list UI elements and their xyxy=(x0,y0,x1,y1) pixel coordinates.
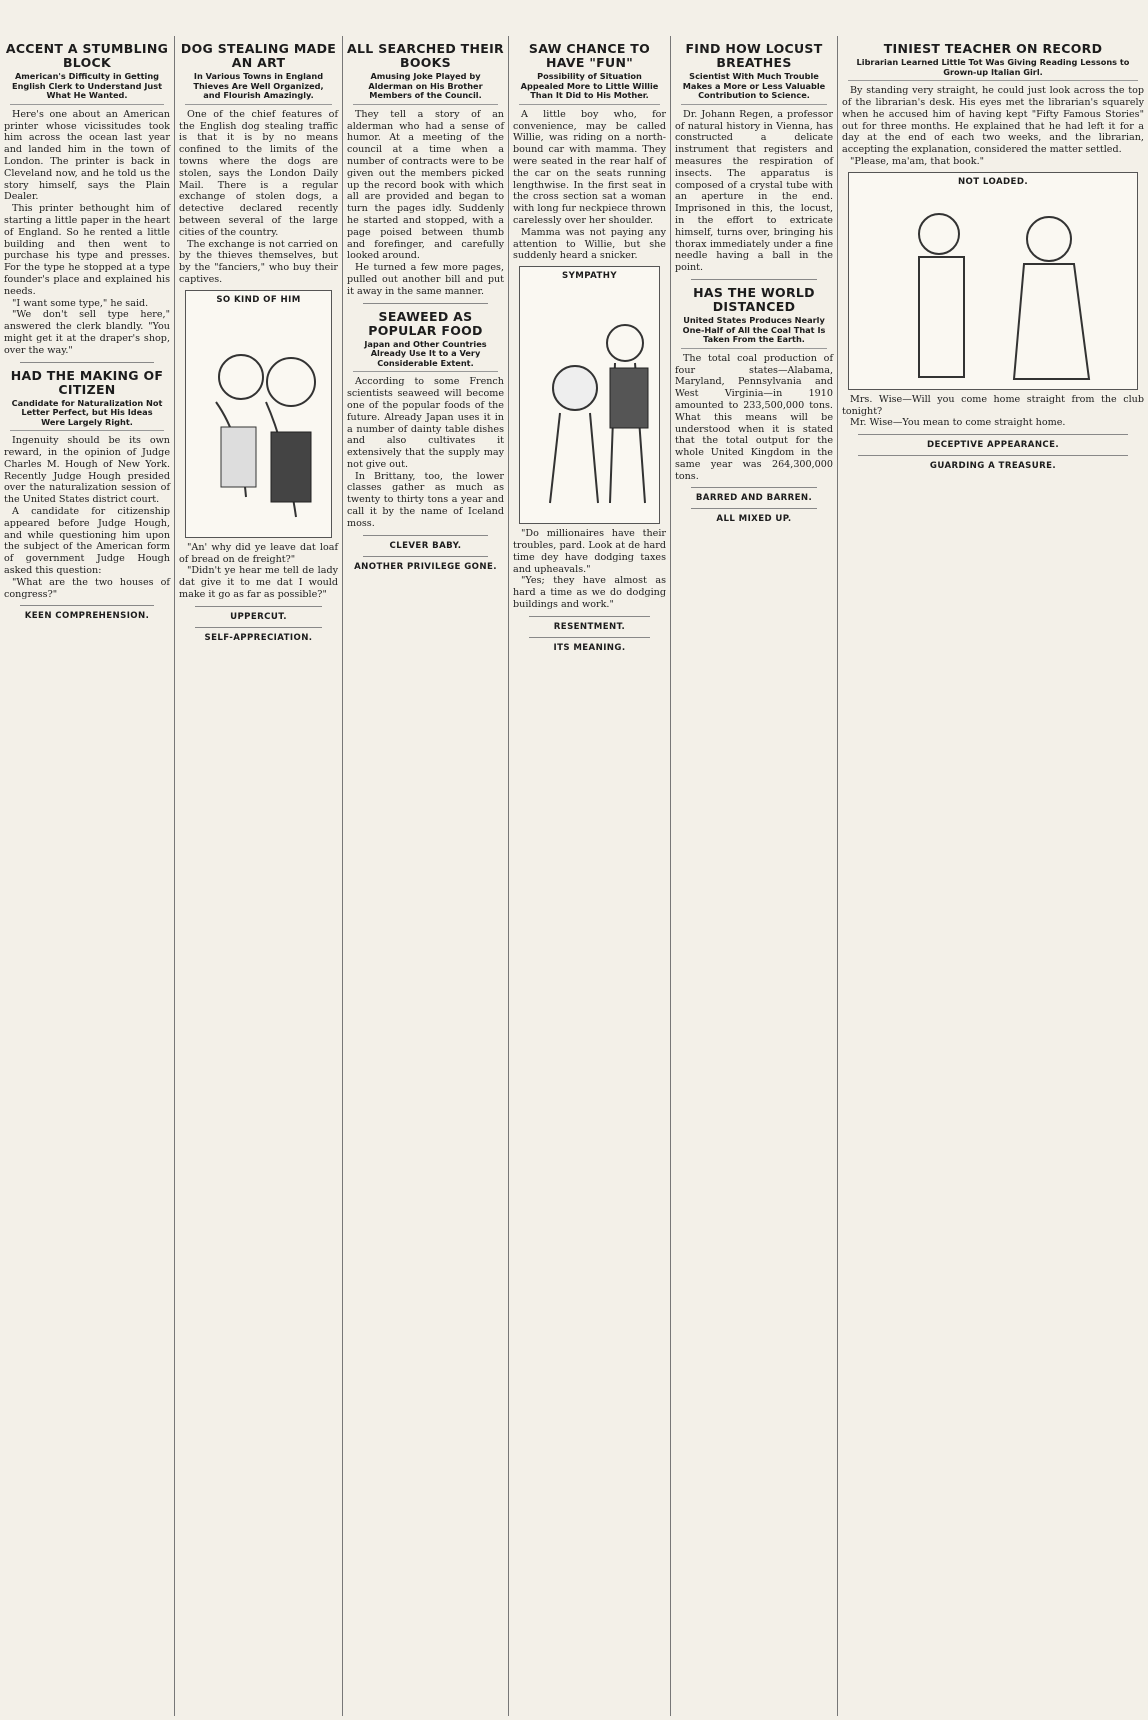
caption: "Yes; they have almost as hard a time as we do dodging buildings and work." xyxy=(513,575,666,610)
paragraph: The total coal production of four states—Alabama, Maryland, Pennsylvania and West Virginia—in 1910 amounted to 233,500,000 tons. What this means will be understood when it is stated that the total output for the whole United Kingdom in the same year was 264,300,000 tons. xyxy=(675,352,833,482)
column-6 xyxy=(838,36,1148,1716)
caption: "An' why did ye leave dat loaf of bread on de freight?" xyxy=(179,541,338,565)
caption: "Do millionaires have their troubles, pard. Look at de hard time dey have dodging taxes and upheavals." xyxy=(513,528,666,575)
paragraph: "Please, ma'am, that book." xyxy=(850,155,985,167)
column-1 xyxy=(0,36,175,1716)
divider xyxy=(363,303,488,304)
deck: Japan and Other Countries Already Use It to a Very Considerable Extent. xyxy=(353,340,498,373)
deck: In Various Towns in England Thieves Are Well Organized, and Flourish Amazingly. xyxy=(185,72,332,105)
cartoon xyxy=(519,266,660,524)
headline: HAS THE WORLD DISTANCED xyxy=(693,284,815,314)
cartoon-drawing xyxy=(520,283,670,523)
divider xyxy=(195,627,322,628)
headline: HAD THE MAKING OF CITIZEN xyxy=(10,367,164,397)
paragraph: One of the chief features of the English dog stealing traffic is that it is by no means confined to the limits of the towns where the dogs are stolen, says the London Daily Mail. There is a regular exchange of stolen dogs, a detective declared recently between several of the large cities of the country. xyxy=(179,108,338,238)
column-3 xyxy=(343,36,509,1716)
paragraph: They tell a story of an alderman who had a sense of humor. At a meeting of the council at a time when a number of contracts were to be given out the members picked up the record book with which all are provided and began to turn the pages idly. Suddenly he started and stopped, with a page poised between thumb and forefinger, and carefully looked around. xyxy=(347,108,504,262)
subhead: ANOTHER PRIVILEGE GONE. xyxy=(354,561,497,572)
subhead: ITS MEANING. xyxy=(553,642,626,653)
divider xyxy=(363,556,488,557)
paragraph: A little boy who, for convenience, may be called Willie, was riding on a north-bound car with mamma. They were seated in the rear half of the car on the seats running lengthwise. In the first seat in the cross section sat a woman with long fur neckpiece thrown carelessly over her shoulder. xyxy=(513,108,666,226)
column-4 xyxy=(509,36,671,1716)
subhead: CLEVER BABY. xyxy=(389,540,462,551)
headline: DOG STEALING MADE AN ART xyxy=(180,41,337,70)
subhead: DECEPTIVE APPEARANCE. xyxy=(926,440,1060,451)
divider xyxy=(529,637,650,638)
caption: Mrs. Wise—Will you come home straight from the club tonight? xyxy=(842,393,1144,417)
cartoon-title: SYMPATHY xyxy=(562,271,617,282)
headline: ALL SEARCHED THEIR BOOKS xyxy=(347,41,504,70)
subhead: RESENTMENT. xyxy=(553,621,626,632)
paragraph: In Brittany, too, the lower classes gather as much as twenty to thirty tons a year and call it by the name of Iceland moss. xyxy=(347,470,504,529)
paragraph: According to some French scientists seaweed will become one of the popular foods of the future. Already Japan uses it in a number of dainty table dishes and also cultivates it extensively that the supply may not give out. xyxy=(347,376,504,470)
paragraph: Dr. Johann Regen, a professor of natural history in Vienna, has constructed a delicate instrument that registers and measures the respiration of insects. The apparatus is composed of a crystal tube with an aperture in the end. Imprisoned in this, the locust, in the effort to extricate himself, turns over, bringing his thorax immediately under a fine needle having a ball in the point. xyxy=(675,108,833,274)
paragraph: Mamma was not paying any attention to Willie, but she suddenly heard a snicker. xyxy=(513,226,666,262)
subhead: ALL MIXED UP. xyxy=(716,514,792,525)
cartoon-title: NOT LOADED. xyxy=(957,176,1029,187)
divider xyxy=(691,279,817,280)
cartoon-drawing xyxy=(186,307,336,537)
deck: Scientist With Much Trouble Makes a More or Less Valuable Contribution to Science. xyxy=(681,72,827,105)
caption: "Didn't ye hear me tell de lady dat give it to me dat I would make it go as far as possible?" xyxy=(179,565,338,600)
subhead: SELF-APPRECIATION. xyxy=(204,632,313,643)
paragraph: Here's one about an American printer whose vicissitudes took him across the ocean last year and landed him in the town of London. The printer is back in Cleveland now, and he told us the story himself, says the Plain Dealer. xyxy=(4,108,170,203)
divider xyxy=(691,508,817,509)
headline: SAW CHANCE TO HAVE "FUN" xyxy=(528,41,651,70)
column-2 xyxy=(175,36,343,1716)
paragraph: Ingenuity should be its own reward, in the opinion of Judge Charles M. Hough of New York. Recently Judge Hough presided over the naturalization session of the United States district court. xyxy=(4,435,170,506)
deck: American's Difficulty in Getting English Clerk to Understand Just What He Wanted. xyxy=(10,72,164,105)
divider xyxy=(858,455,1128,456)
column-5 xyxy=(671,36,838,1716)
cartoon xyxy=(848,172,1138,390)
headline: TINIEST TEACHER ON RECORD xyxy=(883,41,1103,56)
subhead: KEEN COMPREHENSION. xyxy=(24,611,150,622)
paragraph: A candidate for citizenship appeared before Judge Hough, and while questioning him upon the subject of the American form of government Judge Hough asked this question: xyxy=(4,506,170,577)
deck: United States Produces Nearly One-Half of All the Coal That Is Taken From the Earth. xyxy=(681,316,827,349)
paragraph: "We don't sell type here," answered the clerk blandly. "You might get it at the draper's shop, over the way." xyxy=(4,309,170,356)
paragraph: The exchange is not carried on by the thieves themselves, but by the "fanciers," who buy their captives. xyxy=(179,238,338,285)
divider xyxy=(691,487,817,488)
paragraph: He turned a few more pages, pulled out another bill and put it away in the same manner. xyxy=(347,262,504,297)
paragraph: By standing very straight, he could just look across the top of the librarian's desk. His eyes met the librarian's squarely when he accused him of having kept "Fifty Famous Stories" out for three months. He explained that he had left it for a day at the end of each two weeks, and the librarian, accepting the explanation, considered the matter settled. xyxy=(842,85,1144,156)
headline: ACCENT A STUMBLING BLOCK xyxy=(5,41,169,70)
deck: Candidate for Naturalization Not Letter Perfect, but His Ideas Were Largely Right. xyxy=(10,399,164,432)
divider xyxy=(20,362,154,363)
deck: Librarian Learned Little Tot Was Giving Reading Lessons to Grown-up Italian Girl. xyxy=(848,58,1138,81)
caption: Mr. Wise—You mean to come straight home. xyxy=(850,417,1066,429)
divider xyxy=(20,605,154,606)
divider xyxy=(529,616,650,617)
subhead: GUARDING A TREASURE. xyxy=(929,461,1057,472)
deck: Possibility of Situation Appealed More to Little Willie Than It Did to His Mother. xyxy=(519,72,660,105)
divider xyxy=(363,535,488,536)
deck: Amusing Joke Played by Alderman on His Brother Members of the Council. xyxy=(353,72,498,105)
subhead: BARRED AND BARREN. xyxy=(695,493,813,504)
paragraph: "What are the two houses of congress?" xyxy=(4,576,170,600)
cartoon-drawing xyxy=(849,189,1139,389)
cartoon-title: SO KIND OF HIM xyxy=(216,294,301,305)
headline: SEAWEED AS POPULAR FOOD xyxy=(368,308,483,338)
divider xyxy=(195,606,322,607)
headline: FIND HOW LOCUST BREATHES xyxy=(685,41,823,70)
divider xyxy=(858,434,1128,435)
paragraph: "I want some type," he said. xyxy=(12,297,149,309)
cartoon xyxy=(185,290,332,538)
paragraph: This printer bethought him of starting a little paper in the heart of England. So he rented a little building and then went to purchase his type and presses. For the type he stopped at a type founder's place and explained his needs. xyxy=(4,203,170,297)
subhead: UPPERCUT. xyxy=(230,611,287,622)
